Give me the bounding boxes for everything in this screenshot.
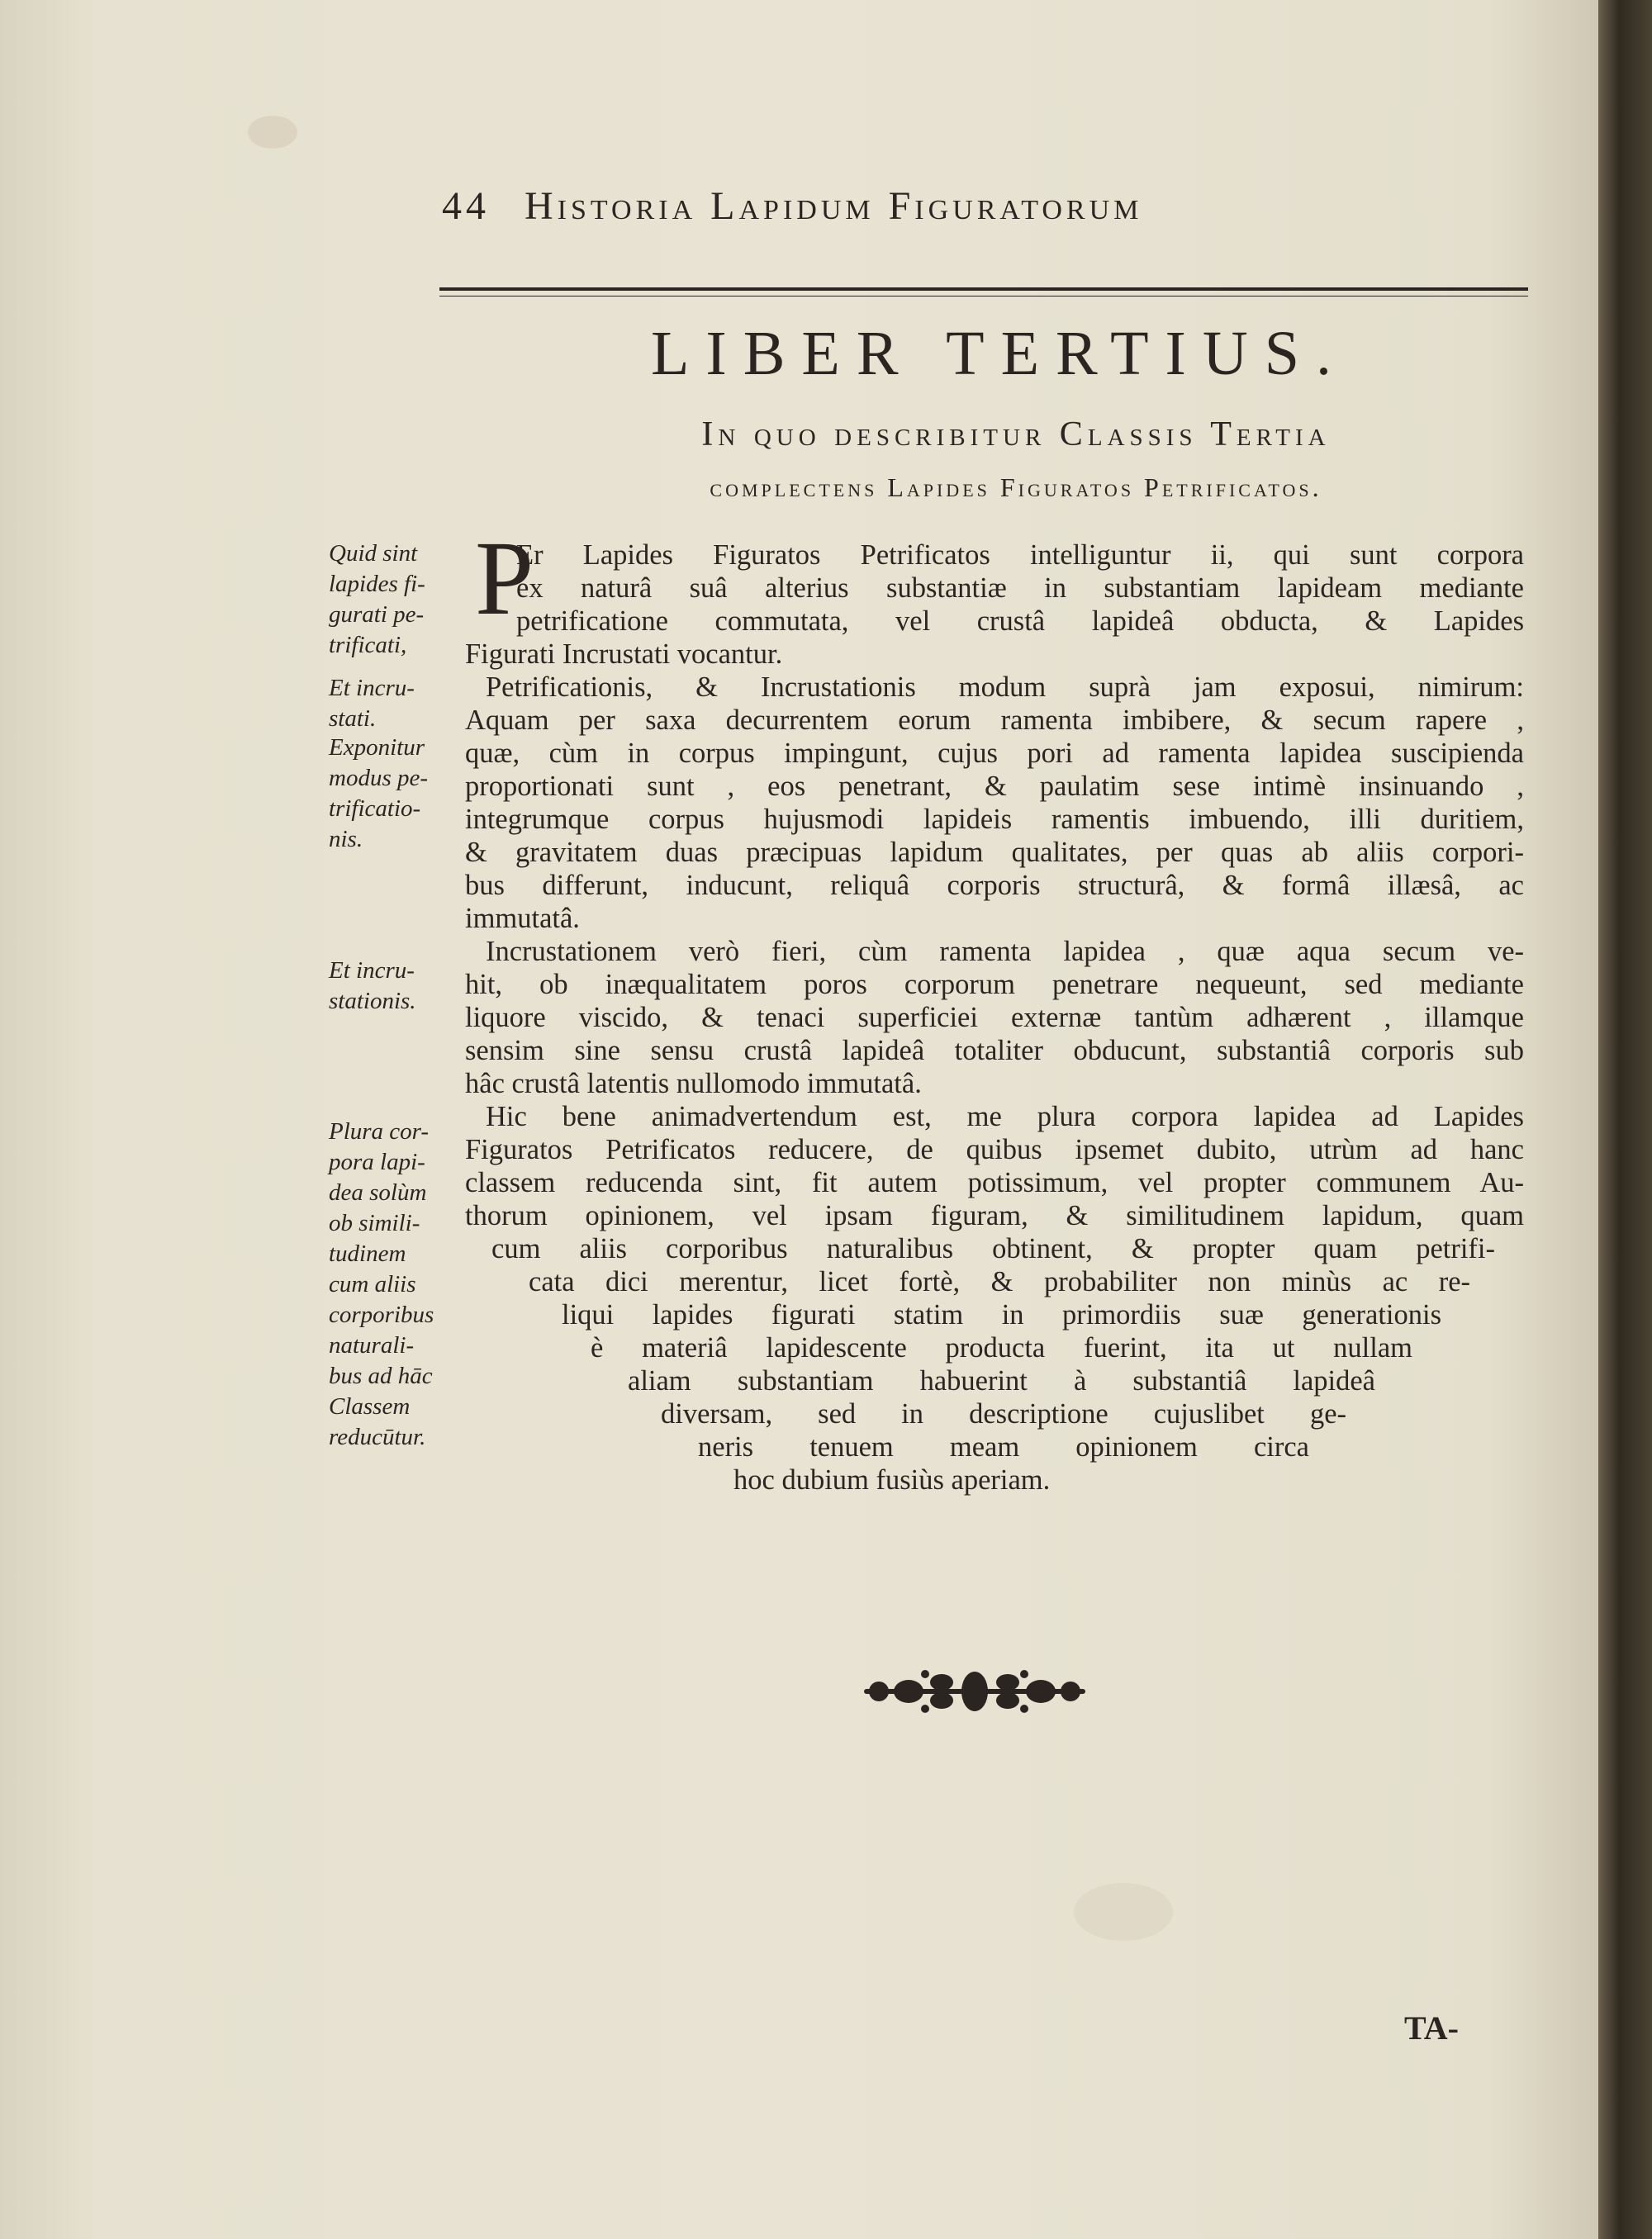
book-title: LIBER TERTIUS. bbox=[650, 319, 1349, 388]
header-rule bbox=[439, 287, 1528, 291]
margin-note-line: reducūtur. bbox=[329, 1424, 426, 1450]
running-header bbox=[442, 183, 1441, 229]
drop-cap: P bbox=[475, 519, 534, 637]
margin-note-line: naturali- bbox=[329, 1332, 415, 1359]
margin-note-line: stati. bbox=[329, 705, 377, 732]
text-line: bus differunt, inducunt, reliquâ corporis structurâ, & formâ illæsâ, ac bbox=[465, 870, 1524, 901]
margin-note-line: trificati, bbox=[329, 632, 407, 658]
margin-note-line: nis. bbox=[329, 826, 363, 852]
text-line: aliam substantiam habuerint à substantiâ lapideâ bbox=[628, 1365, 1375, 1397]
subtitle-line-1: In quo describitur Classis Tertia bbox=[701, 415, 1331, 453]
subtitle-line-2: complectens Lapides Figuratos Petrificatos. bbox=[710, 472, 1322, 502]
text-line: & gravitatem duas præcipuas lapidum qualitates, per quas ab aliis corpori- bbox=[465, 837, 1524, 868]
margin-note bbox=[329, 733, 469, 855]
margin-note bbox=[329, 956, 469, 1017]
text-line: cum aliis corporibus naturalibus obtinent, & propter quam petrifi- bbox=[491, 1233, 1495, 1264]
margin-note-line: corporibus bbox=[329, 1302, 434, 1328]
text-line: liquore viscido, & tenaci superficiei externæ tantùm adhærent , illamque bbox=[465, 1002, 1524, 1033]
margin-note-line: Exponitur bbox=[329, 734, 425, 761]
text-line: Petrificationis, & Incrustationis modum suprà jam exposui, nimirum: bbox=[486, 671, 1524, 703]
text-line: hâc crustâ latentis nullomodo immutatâ. bbox=[465, 1068, 922, 1099]
text-line: neris tenuem meam opinionem circa bbox=[698, 1431, 1309, 1463]
text-line: proportionati sunt , eos penetrant, & paulatim sese intimè insinuando , bbox=[465, 771, 1524, 802]
margin-note-line: trificatio- bbox=[329, 795, 421, 822]
margin-note-line: bus ad hāc bbox=[329, 1363, 433, 1389]
paper-stain bbox=[248, 116, 297, 149]
text-line: Hic bene animadvertendum est, me plura corpora lapidea ad Lapides bbox=[486, 1101, 1524, 1132]
margin-note-line: gurati pe- bbox=[329, 601, 425, 628]
paper-stain bbox=[1074, 1883, 1173, 1941]
text-line: liqui lapides figurati statim in primordiis suæ generationis bbox=[562, 1299, 1441, 1331]
margin-note-line: stationis. bbox=[329, 988, 416, 1014]
text-line: quæ, cùm in corpus impingunt, cujus pori ad ramenta lapidea suscipienda bbox=[465, 738, 1524, 769]
text-line: Aquam per saxa decurrentem eorum ramenta imbibere, & secum rapere , bbox=[465, 704, 1524, 736]
margin-note-line: Et incru- bbox=[329, 675, 415, 701]
margin-note-line: modus pe- bbox=[329, 765, 429, 791]
catchword: TA- bbox=[1404, 2009, 1459, 2047]
margin-note-line: Quid sint bbox=[329, 540, 418, 567]
text-line: petrificatione commutata, vel crustâ lapideâ obducta, & Lapides bbox=[516, 605, 1524, 637]
margin-note-line: tudinem bbox=[329, 1240, 406, 1267]
margin-note-line: Classem bbox=[329, 1393, 411, 1420]
margin-note-line: cum aliis bbox=[329, 1271, 416, 1297]
book-gutter bbox=[1598, 0, 1652, 2239]
running-title: Historia Lapidum Figuratorum bbox=[525, 184, 1143, 228]
text-line: Figurati Incrustati vocantur. bbox=[465, 638, 783, 670]
text-line: è materiâ lapidescente producta fuerint, ita ut nullam bbox=[591, 1332, 1412, 1364]
margin-note-line: pora lapi- bbox=[329, 1149, 425, 1175]
text-line: immutatâ. bbox=[465, 903, 580, 934]
page-number: 44 bbox=[442, 184, 490, 228]
text-line: integrumque corpus hujusmodi lapideis ramentis imbuendo, illi duritiem, bbox=[465, 804, 1524, 835]
margin-note-line: dea solùm bbox=[329, 1179, 427, 1206]
text-line: Figuratos Petrificatos reducere, de quibus ipsemet dubito, utrùm ad hanc bbox=[465, 1134, 1524, 1165]
text-line: hoc dubium fusiùs aperiam. bbox=[733, 1464, 1051, 1496]
ornament-icon bbox=[859, 1664, 1090, 1719]
margin-note bbox=[329, 538, 469, 661]
text-line: classem reducenda sint, fit autem potissimum, vel propter communem Au- bbox=[465, 1167, 1524, 1198]
margin-note-line: ob simili- bbox=[329, 1210, 420, 1236]
margin-note bbox=[329, 1117, 469, 1453]
margin-note bbox=[329, 673, 469, 734]
text-line: cata dici merentur, licet fortè, & probabiliter non minùs ac re- bbox=[529, 1266, 1470, 1297]
text-line: diversam, sed in descriptione cujuslibet ge- bbox=[661, 1398, 1346, 1430]
text-line: Er Lapides Figuratos Petrificatos intelliguntur ii, qui sunt corpora bbox=[516, 539, 1524, 571]
text-line: ex naturâ suâ alterius substantiæ in substantiam lapideam mediante bbox=[516, 572, 1524, 604]
text-line: sensim sine sensu crustâ lapideâ totaliter obducunt, substantiâ corporis sub bbox=[465, 1035, 1524, 1066]
margin-note-line: Plura cor- bbox=[329, 1118, 430, 1145]
text-line: Incrustationem verò fieri, cùm ramenta lapidea , quæ aqua secum ve- bbox=[486, 936, 1524, 967]
text-line: hit, ob inæqualitatem poros corporum penetrare nequeunt, sed mediante bbox=[465, 969, 1524, 1000]
text-line: thorum opinionem, vel ipsam figuram, & similitudinem lapidum, quam bbox=[465, 1200, 1524, 1231]
margin-note-line: lapides fi- bbox=[329, 571, 425, 597]
margin-note-line: Et incru- bbox=[329, 957, 415, 984]
